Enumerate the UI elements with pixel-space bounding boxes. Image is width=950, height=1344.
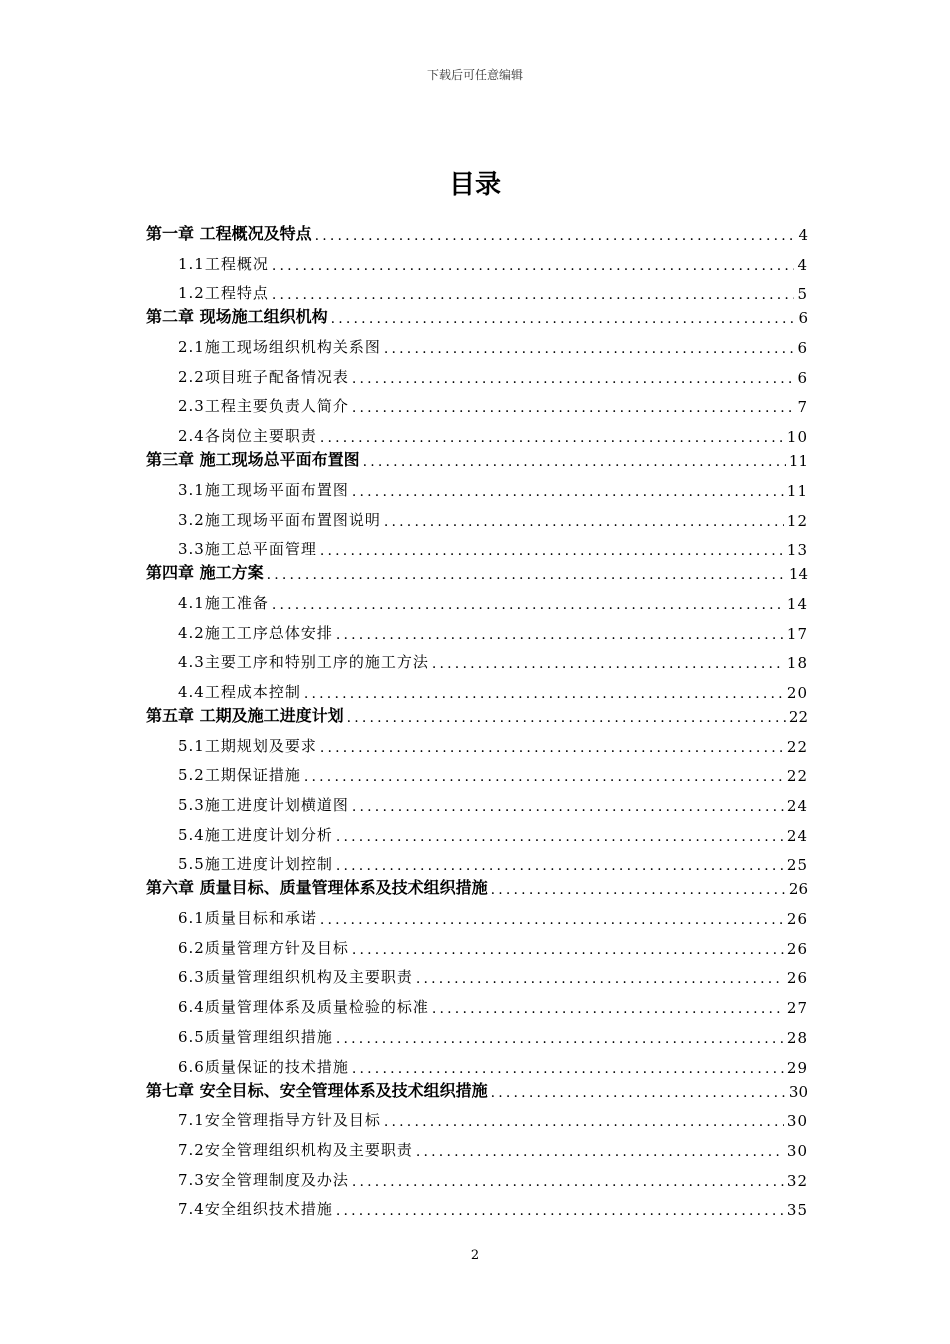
toc-entry-page: 4 (797, 255, 808, 274)
toc-dot-leader (352, 799, 784, 815)
toc-section-entry[interactable] (146, 1190, 808, 1220)
page-header: 下载后可任意编辑 (426, 68, 523, 82)
toc-entry-title: 6.2质量管理方针及目标 (178, 938, 349, 957)
toc-dot-leader (336, 1031, 784, 1047)
toc-entry-page: 6 (798, 309, 808, 328)
toc-dot-leader (315, 228, 796, 244)
toc-entry-page: 4 (798, 226, 808, 244)
toc-dot-leader (352, 1061, 784, 1077)
toc-entry-title: 5.2工期保证措施 (178, 766, 301, 785)
toc-entry-page: 24 (786, 797, 808, 815)
toc-entry-page: 5 (797, 285, 808, 304)
toc-dot-leader (384, 341, 795, 357)
toc-dot-leader (320, 430, 784, 446)
toc-dot-leader (432, 1001, 784, 1017)
toc-dot-leader (304, 769, 784, 785)
toc-section-entry[interactable] (146, 898, 808, 928)
toc-chapter-entry[interactable] (146, 220, 808, 244)
toc-entry-page: 6 (797, 368, 808, 387)
toc-entry-page: 30 (786, 1112, 808, 1131)
toc-entry-page: 28 (786, 1028, 808, 1047)
toc-entry-page: 20 (786, 683, 808, 702)
toc-entry-title: 5.5施工进度计划控制 (178, 855, 333, 874)
page-title: 目录 (448, 170, 501, 200)
toc-dot-leader (304, 686, 784, 702)
toc-entry-title: 6.5质量管理组织措施 (178, 1027, 333, 1046)
toc-dot-leader (384, 514, 784, 530)
toc-entry-page: 26 (788, 880, 808, 899)
toc-entry-page: 25 (786, 856, 808, 875)
toc-dot-leader (331, 311, 796, 327)
toc-entry-page: 30 (788, 1082, 808, 1101)
toc-dot-leader (416, 1144, 784, 1160)
toc-section-entry[interactable] (146, 387, 808, 417)
toc-entry-page: 32 (786, 1171, 808, 1190)
toc-dot-leader (347, 710, 786, 726)
page-number: 2 (470, 1248, 480, 1263)
toc-entry-page: 11 (786, 481, 808, 500)
toc-dot-leader (432, 656, 784, 672)
toc-chapter-entry[interactable] (146, 446, 808, 470)
toc-dot-leader (267, 567, 786, 583)
toc-section-entry[interactable] (146, 1130, 808, 1160)
toc-entry-page: 17 (786, 624, 808, 643)
toc-entry-page: 22 (786, 737, 808, 756)
toc-entry-title: 6.6质量保证的技术措施 (178, 1057, 349, 1076)
toc-dot-leader (336, 627, 784, 643)
toc-section-entry[interactable] (146, 756, 808, 786)
toc-entry-page: 18 (786, 654, 808, 673)
toc-dot-leader (336, 858, 784, 874)
toc-section-entry[interactable] (146, 583, 808, 613)
toc-entry-title: 7.2安全管理组织机构及主要职责 (178, 1140, 413, 1159)
toc-section-entry[interactable] (146, 416, 808, 446)
toc-section-entry[interactable] (146, 470, 808, 500)
toc-section-entry[interactable] (146, 987, 808, 1017)
toc-dot-leader (352, 400, 795, 416)
toc-entry-title: 第一章 工程概况及特点 (146, 224, 312, 243)
toc-entry-page: 10 (786, 428, 808, 447)
toc-entry-title: 3.3施工总平面管理 (178, 540, 317, 559)
toc-section-entry[interactable] (146, 726, 808, 756)
toc-entry-page: 35 (786, 1201, 808, 1220)
toc-entry-title: 5.1工期规划及要求 (178, 736, 317, 755)
toc-entry-title: 4.2施工工序总体安排 (178, 623, 333, 642)
toc-chapter-entry[interactable] (146, 1077, 808, 1101)
toc-section-entry[interactable] (146, 244, 808, 274)
toc-entry-title: 6.4质量管理体系及质量检验的标准 (178, 998, 429, 1017)
toc-entry-page: 11 (788, 452, 808, 471)
toc-dot-leader (491, 882, 786, 898)
toc-dot-leader (384, 1114, 784, 1130)
toc-section-entry[interactable] (146, 1101, 808, 1131)
table-of-contents (146, 220, 808, 1219)
toc-entry-title: 4.3主要工序和特别工序的施工方法 (178, 653, 429, 672)
toc-dot-leader (272, 258, 795, 274)
toc-entry-page: 27 (786, 999, 808, 1018)
toc-section-entry[interactable] (146, 672, 808, 702)
toc-entry-page: 22 (786, 767, 808, 786)
toc-entry-page: 26 (786, 910, 808, 929)
toc-section-entry[interactable] (146, 815, 808, 845)
toc-entry-page: 29 (786, 1058, 808, 1077)
toc-chapter-entry[interactable] (146, 702, 808, 726)
toc-section-entry[interactable] (146, 357, 808, 387)
toc-entry-title: 第六章 质量目标、质量管理体系及技术组织措施 (146, 878, 488, 898)
toc-entry-page: 7 (797, 398, 808, 417)
toc-section-entry[interactable] (146, 613, 808, 643)
toc-chapter-entry[interactable] (146, 874, 808, 898)
toc-entry-title: 6.3质量管理组织机构及主要职责 (178, 968, 413, 987)
toc-dot-leader (336, 1203, 784, 1219)
toc-dot-leader (352, 942, 784, 958)
toc-section-entry[interactable] (146, 785, 808, 815)
toc-entry-title: 第二章 现场施工组织机构 (146, 307, 328, 327)
toc-chapter-entry[interactable] (146, 303, 808, 327)
toc-dot-leader (363, 454, 786, 470)
toc-entry-title: 第三章 施工现场总平面布置图 (146, 450, 360, 470)
toc-section-entry[interactable] (146, 530, 808, 560)
toc-section-entry[interactable] (146, 643, 808, 673)
toc-entry-title: 3.2施工现场平面布置图说明 (178, 510, 381, 529)
toc-entry-title: 1.1工程概况 (178, 254, 269, 273)
toc-section-entry[interactable] (146, 1047, 808, 1077)
toc-dot-leader (320, 912, 784, 928)
toc-section-entry[interactable] (146, 327, 808, 357)
toc-entry-title: 2.3工程主要负责人简介 (178, 397, 349, 416)
toc-dot-leader (352, 484, 784, 500)
toc-section-entry[interactable] (146, 845, 808, 875)
toc-dot-leader (491, 1085, 786, 1101)
toc-dot-leader (272, 597, 784, 613)
toc-entry-title: 第七章 安全目标、安全管理体系及技术组织措施 (146, 1080, 488, 1100)
toc-entry-title: 7.1安全管理指导方针及目标 (178, 1111, 381, 1130)
toc-entry-page: 22 (788, 707, 808, 726)
toc-dot-leader (416, 971, 784, 987)
toc-entry-title: 3.1施工现场平面布置图 (178, 480, 349, 499)
toc-section-entry[interactable] (146, 928, 808, 958)
toc-entry-title: 4.4工程成本控制 (178, 682, 301, 701)
toc-entry-page: 14 (786, 594, 808, 613)
toc-entry-page: 12 (786, 511, 808, 530)
toc-entry-title: 5.3施工进度计划横道图 (178, 796, 349, 814)
toc-section-entry[interactable] (146, 958, 808, 988)
toc-dot-leader (352, 371, 795, 387)
toc-entry-title: 7.4安全组织技术措施 (178, 1200, 333, 1219)
toc-entry-page: 30 (786, 1141, 808, 1160)
toc-section-entry[interactable] (146, 1017, 808, 1047)
toc-entry-title: 第四章 施工方案 (146, 563, 264, 583)
toc-entry-page: 26 (786, 939, 808, 958)
toc-entry-page: 13 (786, 541, 808, 560)
toc-entry-title: 1.2工程特点 (178, 284, 269, 303)
toc-entry-title: 7.3安全管理制度及办法 (178, 1170, 349, 1189)
toc-entry-page: 14 (788, 565, 808, 584)
toc-entry-title: 2.1施工现场组织机构关系图 (178, 338, 381, 357)
toc-entry-title: 2.2项目班子配备情况表 (178, 367, 349, 386)
toc-entry-title: 5.4施工进度计划分析 (178, 825, 333, 844)
toc-dot-leader (320, 740, 784, 756)
toc-dot-leader (272, 287, 795, 303)
toc-section-entry[interactable] (146, 1160, 808, 1190)
toc-entry-title: 6.1质量目标和承诺 (178, 909, 317, 928)
toc-entry-title: 2.4各岗位主要职责 (178, 427, 317, 446)
toc-dot-leader (352, 1174, 784, 1190)
toc-entry-title: 第五章 工期及施工进度计划 (146, 705, 344, 725)
toc-entry-page: 24 (786, 826, 808, 845)
toc-dot-leader (320, 543, 784, 559)
toc-section-entry[interactable] (146, 500, 808, 530)
toc-section-entry[interactable] (146, 274, 808, 304)
toc-entry-page: 26 (786, 969, 808, 988)
toc-entry-title: 4.1施工准备 (178, 593, 269, 612)
toc-entry-page: 6 (797, 339, 808, 358)
toc-dot-leader (336, 829, 784, 845)
toc-chapter-entry[interactable] (146, 559, 808, 583)
